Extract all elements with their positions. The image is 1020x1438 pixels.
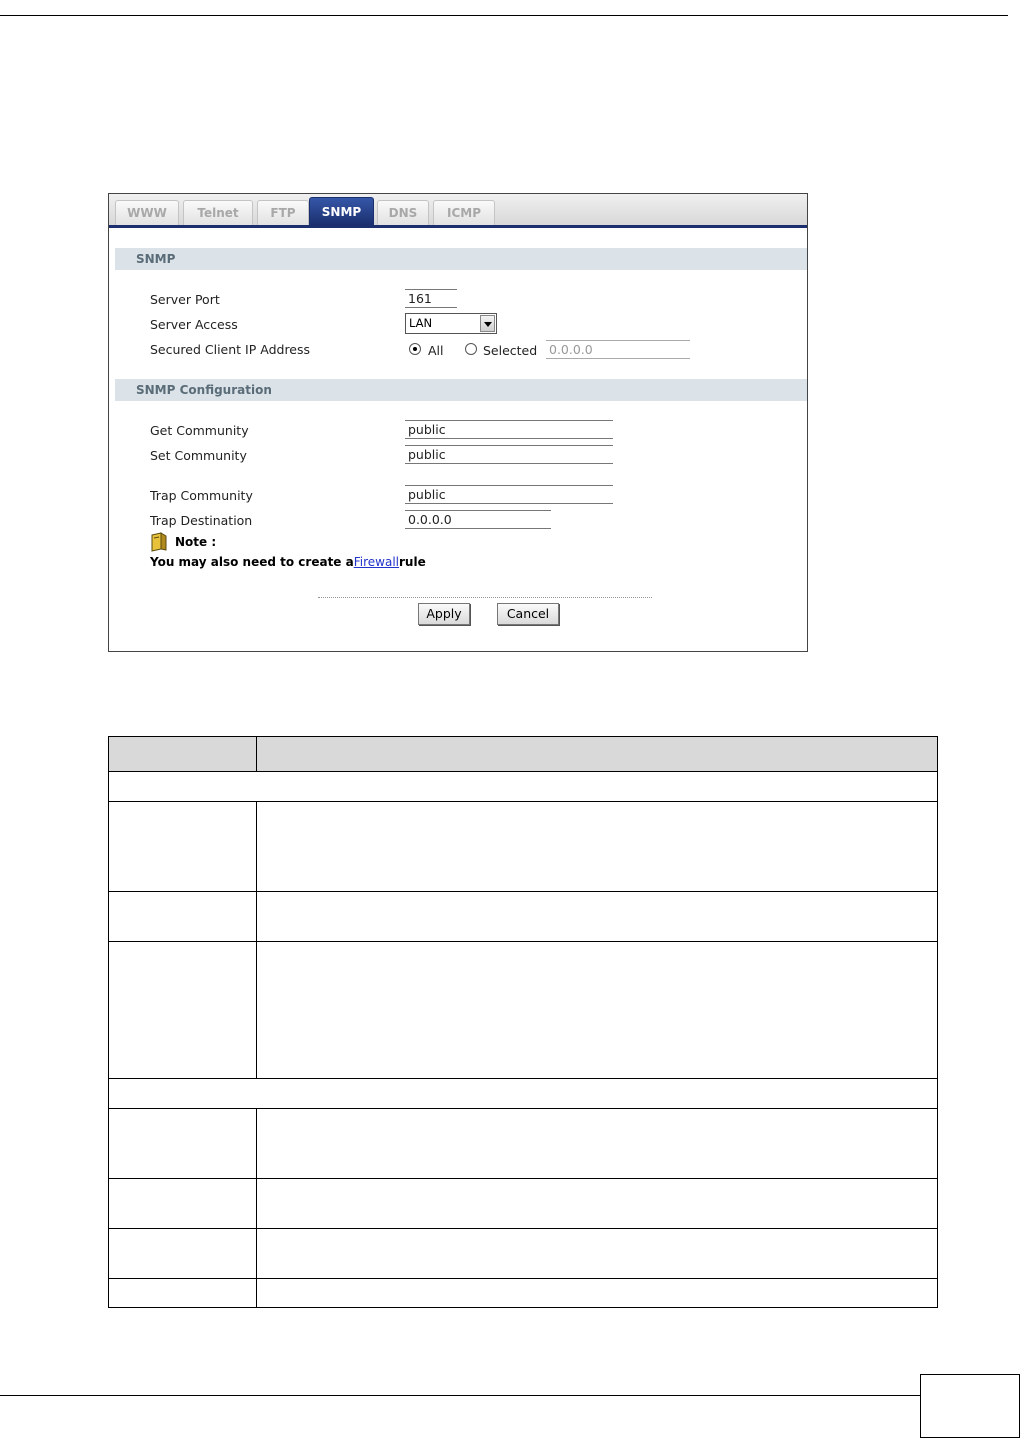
note-label: Note : — [175, 535, 217, 549]
table-cell — [257, 892, 938, 942]
note-text-after: rule — [399, 555, 426, 569]
table-row — [109, 772, 938, 802]
set-community-input[interactable]: public — [405, 445, 613, 464]
tab-icmp[interactable]: ICMP — [433, 200, 495, 225]
table-cell — [109, 772, 938, 802]
snmp-config-screen — [108, 193, 808, 652]
field-description-table — [108, 736, 938, 1308]
set-community-label: Set Community — [150, 448, 247, 463]
table-row — [109, 942, 938, 1079]
note-text — [150, 555, 426, 569]
tab-bar — [109, 194, 807, 228]
note-icon — [150, 532, 168, 552]
table-row — [109, 1229, 938, 1279]
table-header-cell — [109, 737, 257, 772]
radio-selected[interactable] — [465, 343, 477, 355]
table-cell — [257, 1179, 938, 1229]
table-cell — [257, 1229, 938, 1279]
table-cell — [109, 1279, 257, 1308]
table-cell — [109, 1079, 938, 1109]
table-header-cell — [257, 737, 938, 772]
tab-www[interactable]: WWW — [115, 200, 179, 225]
table-row — [109, 802, 938, 892]
tab-ftp[interactable]: FTP — [257, 200, 309, 225]
table-row — [109, 1079, 938, 1109]
server-port-label: Server Port — [150, 292, 220, 307]
table-cell — [257, 802, 938, 892]
table-row — [109, 1279, 938, 1308]
selected-ip-input[interactable]: 0.0.0.0 — [546, 340, 690, 359]
radio-all[interactable] — [409, 343, 421, 355]
table-cell — [257, 1109, 938, 1179]
section-title-snmp-configuration: SNMP Configuration — [115, 379, 807, 401]
radio-all-label: All — [428, 343, 444, 358]
header-rule — [0, 15, 1008, 16]
server-access-value: LAN — [409, 316, 433, 330]
table-cell — [257, 1279, 938, 1308]
button-divider — [318, 597, 652, 598]
trap-destination-label: Trap Destination — [150, 513, 253, 528]
page-number-box — [920, 1374, 1020, 1438]
table-cell — [109, 802, 257, 892]
tab-snmp[interactable]: SNMP — [309, 197, 374, 225]
radio-selected-label: Selected — [483, 343, 538, 358]
apply-button[interactable]: Apply — [418, 603, 470, 625]
server-port-input[interactable]: 161 — [405, 289, 457, 308]
get-community-input[interactable]: public — [405, 420, 613, 439]
table-cell — [109, 892, 257, 942]
tab-telnet[interactable]: Telnet — [183, 200, 253, 225]
table-cell — [109, 1109, 257, 1179]
trap-community-label: Trap Community — [150, 488, 253, 503]
server-access-select[interactable] — [405, 313, 497, 334]
table-row — [109, 1179, 938, 1229]
note-text-before: You may also need to create a — [150, 555, 354, 569]
table-header-row — [109, 737, 938, 772]
table-cell — [109, 942, 257, 1079]
tab-dns[interactable]: DNS — [377, 200, 429, 225]
footer-rule — [0, 1395, 920, 1396]
firewall-link[interactable]: Firewall — [353, 555, 399, 569]
table-row — [109, 1109, 938, 1179]
server-access-label: Server Access — [150, 317, 238, 332]
chevron-down-icon[interactable] — [480, 315, 495, 332]
table-cell — [109, 1179, 257, 1229]
table-cell — [109, 1229, 257, 1279]
table-cell — [257, 942, 938, 1079]
table-row — [109, 892, 938, 942]
trap-community-input[interactable]: public — [405, 485, 613, 504]
secured-client-ip-label: Secured Client IP Address — [150, 342, 311, 357]
get-community-label: Get Community — [150, 423, 249, 438]
section-title-snmp: SNMP — [115, 248, 807, 270]
trap-destination-input[interactable]: 0.0.0.0 — [405, 510, 551, 529]
cancel-button[interactable]: Cancel — [497, 603, 559, 625]
